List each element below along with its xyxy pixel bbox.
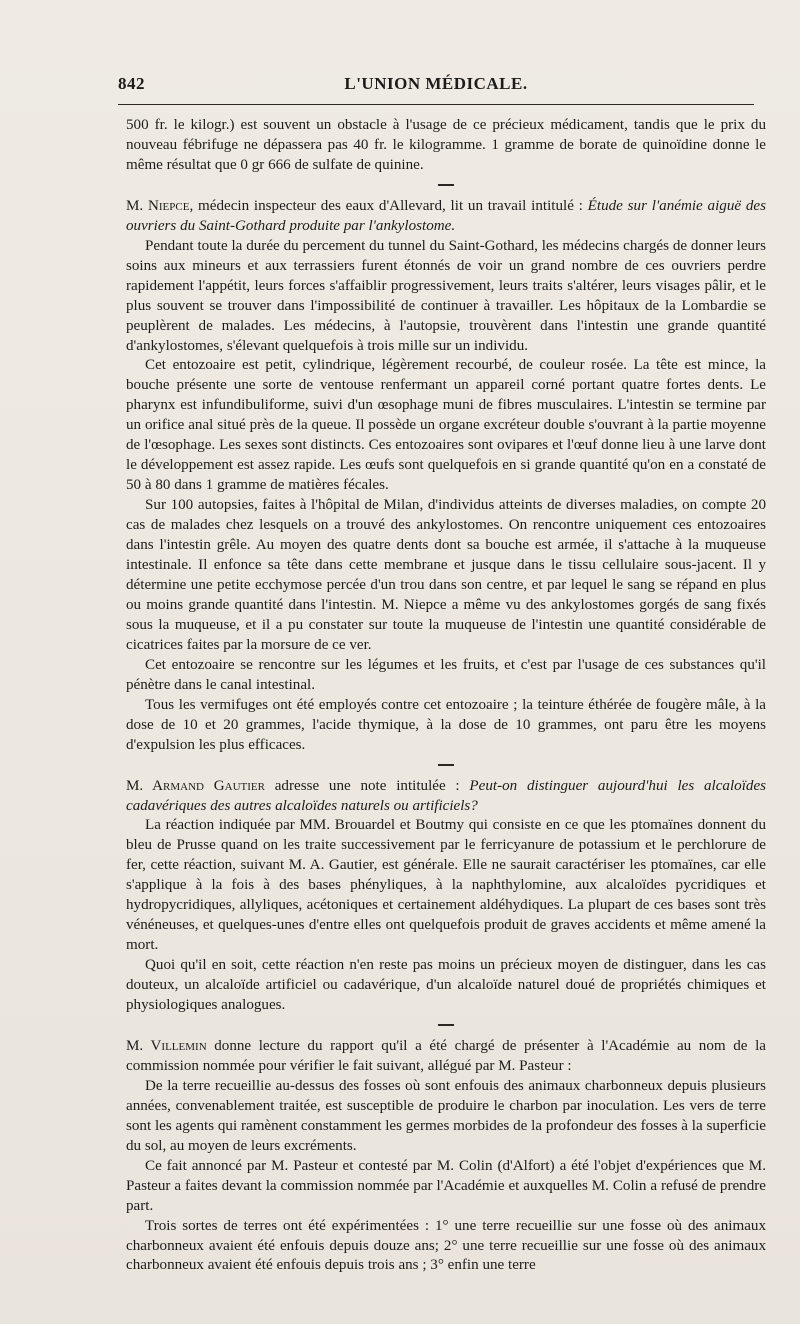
header-rule	[118, 104, 754, 105]
communication-intro	[126, 777, 766, 817]
paragraph: Cet entozoaire se rencontre sur les légumes et les fruits, et c'est par l'usage de ces substances qu'il pénètre dans le canal intestinal.	[126, 656, 766, 693]
paragraph: Tous les vermifuges ont été employés contre cet entozoaire ; la teinture éthérée de fougère mâle, à la dose de 10 et 20 grammes, l'acide thymique, à la dose de 10 grammes, ont paru être les moyens d'expulsion les plus efficaces.	[126, 696, 766, 753]
article-body	[126, 116, 766, 1276]
paragraph: Pendant toute la durée du percement du tunnel du Saint-Gothard, les médecins chargés de donner leurs soins aux mineurs et aux terrassiers furent étonnés de voir un grand nombre de ces ouvriers perdre rapidement l'appétit, leurs forces s'affaiblir progressivement, leurs traits s'altérer, leurs visages pâlir, et le plus souvent se trouver dans l'impossibilité de continuer à travailler. Les hôpitaux de la Lombardie se peuplèrent de malades. Les médecins, à l'autopsie, trouvèrent dans l'intestin une grande quantité d'ankylostomes, s'élevant quelquefois à trois mille sur un individu.	[126, 237, 766, 354]
paragraph: La réaction indiquée par MM. Brouardel et Boutmy qui consiste en ce que les ptomaïnes donnent du bleu de Prusse quand on les traite successivement par le ferricyanure de potassium et le perchlorure de fer, cette réaction, suivant M. A. Gautier, est générale. Elle ne saurait caractériser les ptomaïnes, car elle s'applique à la fois à des bases phényliques, à la naphthylomine, aux alcaloïdes pycridiques et hydropycridiques, allyliques, acétoniques et certainement aldéhydiques. La plupart de ces bases sont très vénéneuses, et quelques-unes d'entre elles ont quelquefois produit de graves accidents et même amené la mort.	[126, 817, 766, 954]
speaker-name: M. Villemin	[126, 1037, 207, 1054]
section-separator	[438, 1024, 454, 1026]
page-number: 842	[118, 74, 145, 93]
work-title: Peut-on distinguer aujourd'hui les alcaloïdes cadavériques des autres alcaloïdes naturels ou artificiels?	[126, 777, 767, 814]
paragraph: Cet entozoaire est petit, cylindrique, légèrement recourbé, de couleur rosée. La tête est mince, la bouche présente une sorte de ventouse renfermant un appareil corné portant quatre fortes dents. Le pharynx est infundibuliforme, suivi d'un œsophage muni de fibres musculaires. L'intestin se termine par un orifice anal situé près de la queue. Il possède un organe excréteur double s'ouvrant à la partie moyenne de l'œsophage. Les sexes sont distincts. Ces entozoaires sont ovipares et l'œuf donne lieu à une larve dont le développement est assez rapide. Les œufs sont quelquefois en si grande quantité qu'on en a constaté de 50 à 80 dans 1 gramme de matières fécales.	[126, 357, 766, 494]
communication-intro	[126, 197, 766, 237]
intro-text: adresse une note intitulée :	[264, 777, 470, 794]
speaker-name: M. Armand Gautier	[126, 777, 265, 794]
paragraph: Trois sortes de terres ont été expérimentées : 1° une terre recueillie sur une fosse où des animaux charbonneux avaient été enfouis depuis douze ans; 2° une terre recueillie sur une fosse où des animaux charbonneux avaient été enfouis depuis trois ans ; 3° enfin une terre	[126, 1217, 766, 1274]
work-title: Étude sur l'anémie aiguë des ouvriers du Saint-Gothard produite par l'ankylostome.	[126, 197, 766, 234]
paragraph: Ce fait annoncé par M. Pasteur et contesté par M. Colin (d'Alfort) a été l'objet d'expériences que M. Pasteur a faites devant la commission nommée par l'Académie et auxquelles M. Colin a refusé de prendre part.	[126, 1157, 766, 1214]
paragraph: 500 fr. le kilogr.) est souvent un obstacle à l'usage de ce précieux médicament, tandis que le prix du nouveau fébrifuge ne dépassera pas 40 fr. le kilogramme. 1 gramme de borate de quinoïdine donne le même résultat que 0 gr 666 de sulfate de quinine.	[126, 117, 766, 173]
intro-text: donne lecture du rapport qu'il a été chargé de présenter à l'Académie au nom de la commission nommée pour vérifier le fait suivant, allégué par M. Pasteur :	[126, 1037, 766, 1074]
section-separator	[438, 764, 454, 766]
paragraph: De la terre recueillie au-dessus des fosses où sont enfouis des animaux charbonneux depuis plusieurs années, convenablement traitée, est susceptible de produire le charbon par inoculation. Les vers de terre sont les agents qui ramènent constamment les germes morbides de la profondeur des fosses à la superficie du sol, au moyen de leurs excréments.	[126, 1077, 766, 1154]
page-header	[118, 74, 754, 100]
communication-intro	[126, 1037, 766, 1077]
speaker-name: M. Niepce,	[126, 197, 194, 214]
paragraph: Sur 100 autopsies, faites à l'hôpital de Milan, d'individus atteints de diverses maladies, on compte 20 cas de malades chez lesquels on a trouvé des ankylostomes. On rencontre uniquement ces entozoaires dans l'intestin grêle. Au moyen des quatre dents dont sa bouche est armée, il s'attache à la muqueuse intestinale. Il enfonce sa tête dans cette membrane et jusque dans le tissu cellulaire sous-jacent. Il y détermine une petite ecchymose percée d'un trou dans son centre, et par lequel le sang se répand en plus ou moins grande quantité dans l'intestin. M. Niepce a même vu des ankylostomes gorgés de sang fixés sous la muqueuse, et il a pu constater sur toute la muqueuse de l'intestin une quantité considérable de cicatrices faites par la morsure de ce ver.	[126, 497, 766, 653]
running-head: L'UNION MÉDICALE.	[344, 74, 528, 93]
intro-text: médecin inspecteur des eaux d'Allevard, lit un travail intitulé :	[193, 197, 588, 214]
section-separator	[438, 184, 454, 186]
paragraph: Quoi qu'il en soit, cette réaction n'en reste pas moins un précieux moyen de distinguer, dans les cas douteux, un alcaloïde artificiel ou cadavérique, d'un alcaloïde naturel doué de propriétés chimiques et physiologiques analogues.	[126, 957, 766, 1014]
